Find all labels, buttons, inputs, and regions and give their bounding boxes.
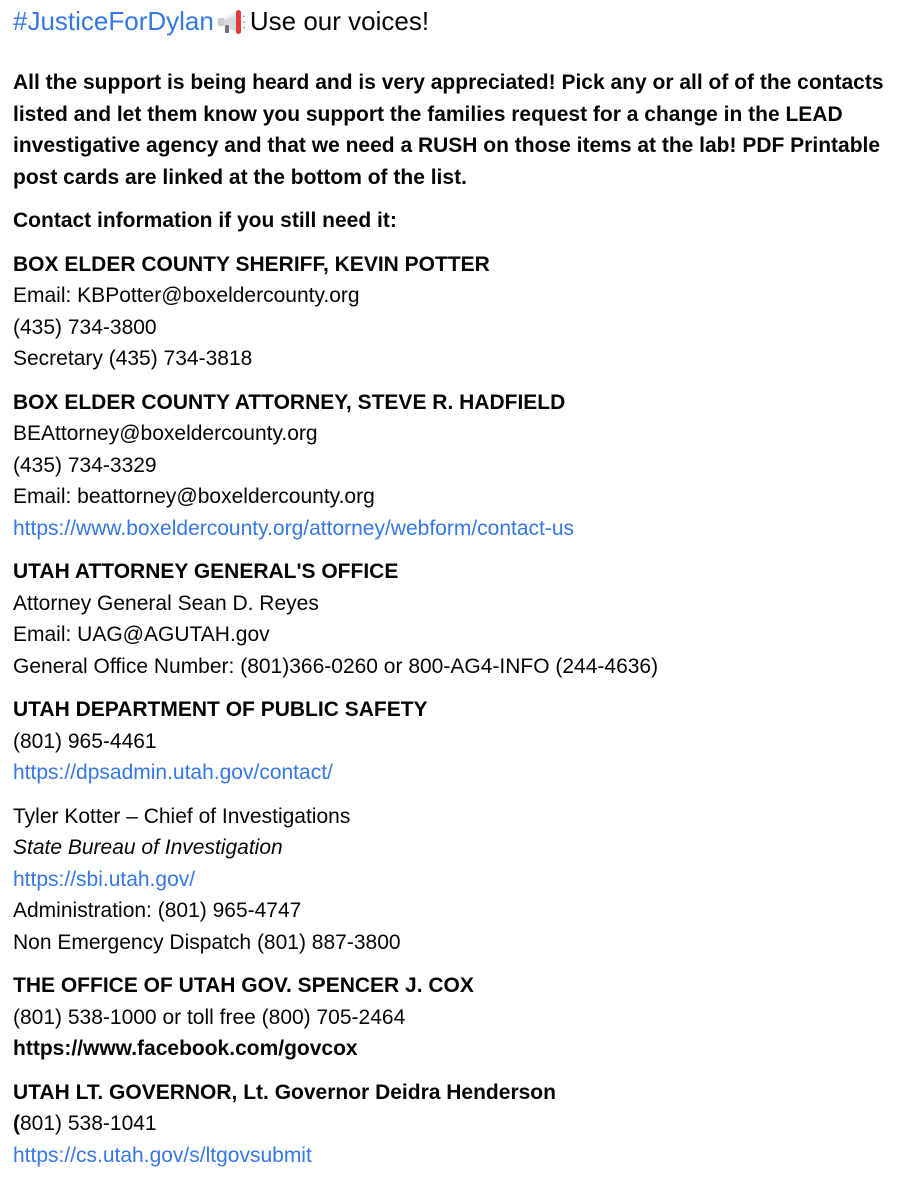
public-safety-phone: (801) 965-4461 (13, 729, 157, 753)
lt-governor-phone-number: 801) 538-1041 (20, 1112, 157, 1135)
sheriff-section (13, 249, 905, 375)
public-safety-contact-link[interactable]: https://dpsadmin.utah.gov/contact/ (13, 761, 333, 784)
sbi-administration: Administration: (801) 965-4747 (13, 899, 302, 922)
sbi-dispatch: Non Emergency Dispatch (801) 887-3800 (13, 930, 401, 954)
attorney-general-office-number: General Office Number: (801)366-0260 or 800-AG4-INFO (244-4636) (13, 654, 659, 678)
attorney-general-email: Email: UAG@AGUTAH.gov (13, 623, 270, 646)
lt-governor-submit-link[interactable]: https://cs.utah.gov/s/ltgovsubmit (13, 1143, 312, 1167)
governor-phone: (801) 538-1000 or toll free (800) 705-2464 (13, 1005, 406, 1029)
lt-governor-section (13, 1077, 905, 1172)
attorney-general-section (13, 556, 905, 682)
attorney-general-name: Attorney General Sean D. Reyes (13, 591, 319, 615)
public-safety-heading: UTAH DEPARTMENT OF PUBLIC SAFETY (13, 698, 428, 721)
county-attorney-phone: (435) 734-3329 (13, 453, 157, 477)
megaphone-icon (216, 9, 246, 43)
county-attorney-section (13, 387, 905, 545)
post-intro: All the support is being heard and is very appreciated! Pick any or all of of the contacts listed and let them know you support the families request for a change in the LEAD investigative agency and that we need a RUSH on those items at the lab! PDF Printable post cards are linked at the bottom of the list. (13, 71, 884, 189)
post-headline: Use our voices! (249, 6, 430, 36)
attorney-general-heading: UTAH ATTORNEY GENERAL'S OFFICE (13, 560, 399, 583)
post-title (13, 4, 905, 43)
county-attorney-contact-link[interactable]: https://www.boxeldercounty.org/attorney/webform/contact-us (13, 516, 575, 540)
county-attorney-email: Email: beattorney@boxeldercounty.org (13, 485, 375, 508)
governor-heading: THE OFFICE OF UTAH GOV. SPENCER J. COX (13, 974, 474, 997)
lt-governor-phone-paren: ( (13, 1112, 20, 1135)
sbi-chief-name: Tyler Kotter – Chief of Investigations (13, 804, 351, 828)
sheriff-secretary: Secretary (435) 734-3818 (13, 347, 253, 370)
sheriff-heading: BOX ELDER COUNTY SHERIFF, KEVIN POTTER (13, 252, 490, 276)
governor-facebook-link[interactable]: https://www.facebook.com/govcox (13, 1037, 358, 1060)
sbi-bureau-name: State Bureau of Investigation (13, 836, 283, 859)
lt-governor-heading: UTAH LT. GOVERNOR, Lt. Governor Deidra Henderson (13, 1080, 556, 1104)
hashtag-link[interactable]: #JusticeForDylan (13, 6, 214, 36)
lt-governor-phone (13, 1108, 905, 1140)
sheriff-email: Email: KBPotter@boxeldercounty.org (13, 284, 360, 307)
governor-section (13, 970, 905, 1065)
sbi-section (13, 801, 905, 959)
sheriff-phone: (435) 734-3800 (13, 315, 157, 339)
contact-heading: Contact information if you still need it: (13, 209, 397, 232)
public-safety-section (13, 694, 905, 789)
sbi-link[interactable]: https://sbi.utah.gov/ (13, 867, 196, 891)
county-attorney-heading: BOX ELDER COUNTY ATTORNEY, STEVE R. HADFIELD (13, 390, 566, 414)
county-attorney-email-plain: BEAttorney@boxeldercounty.org (13, 422, 318, 445)
